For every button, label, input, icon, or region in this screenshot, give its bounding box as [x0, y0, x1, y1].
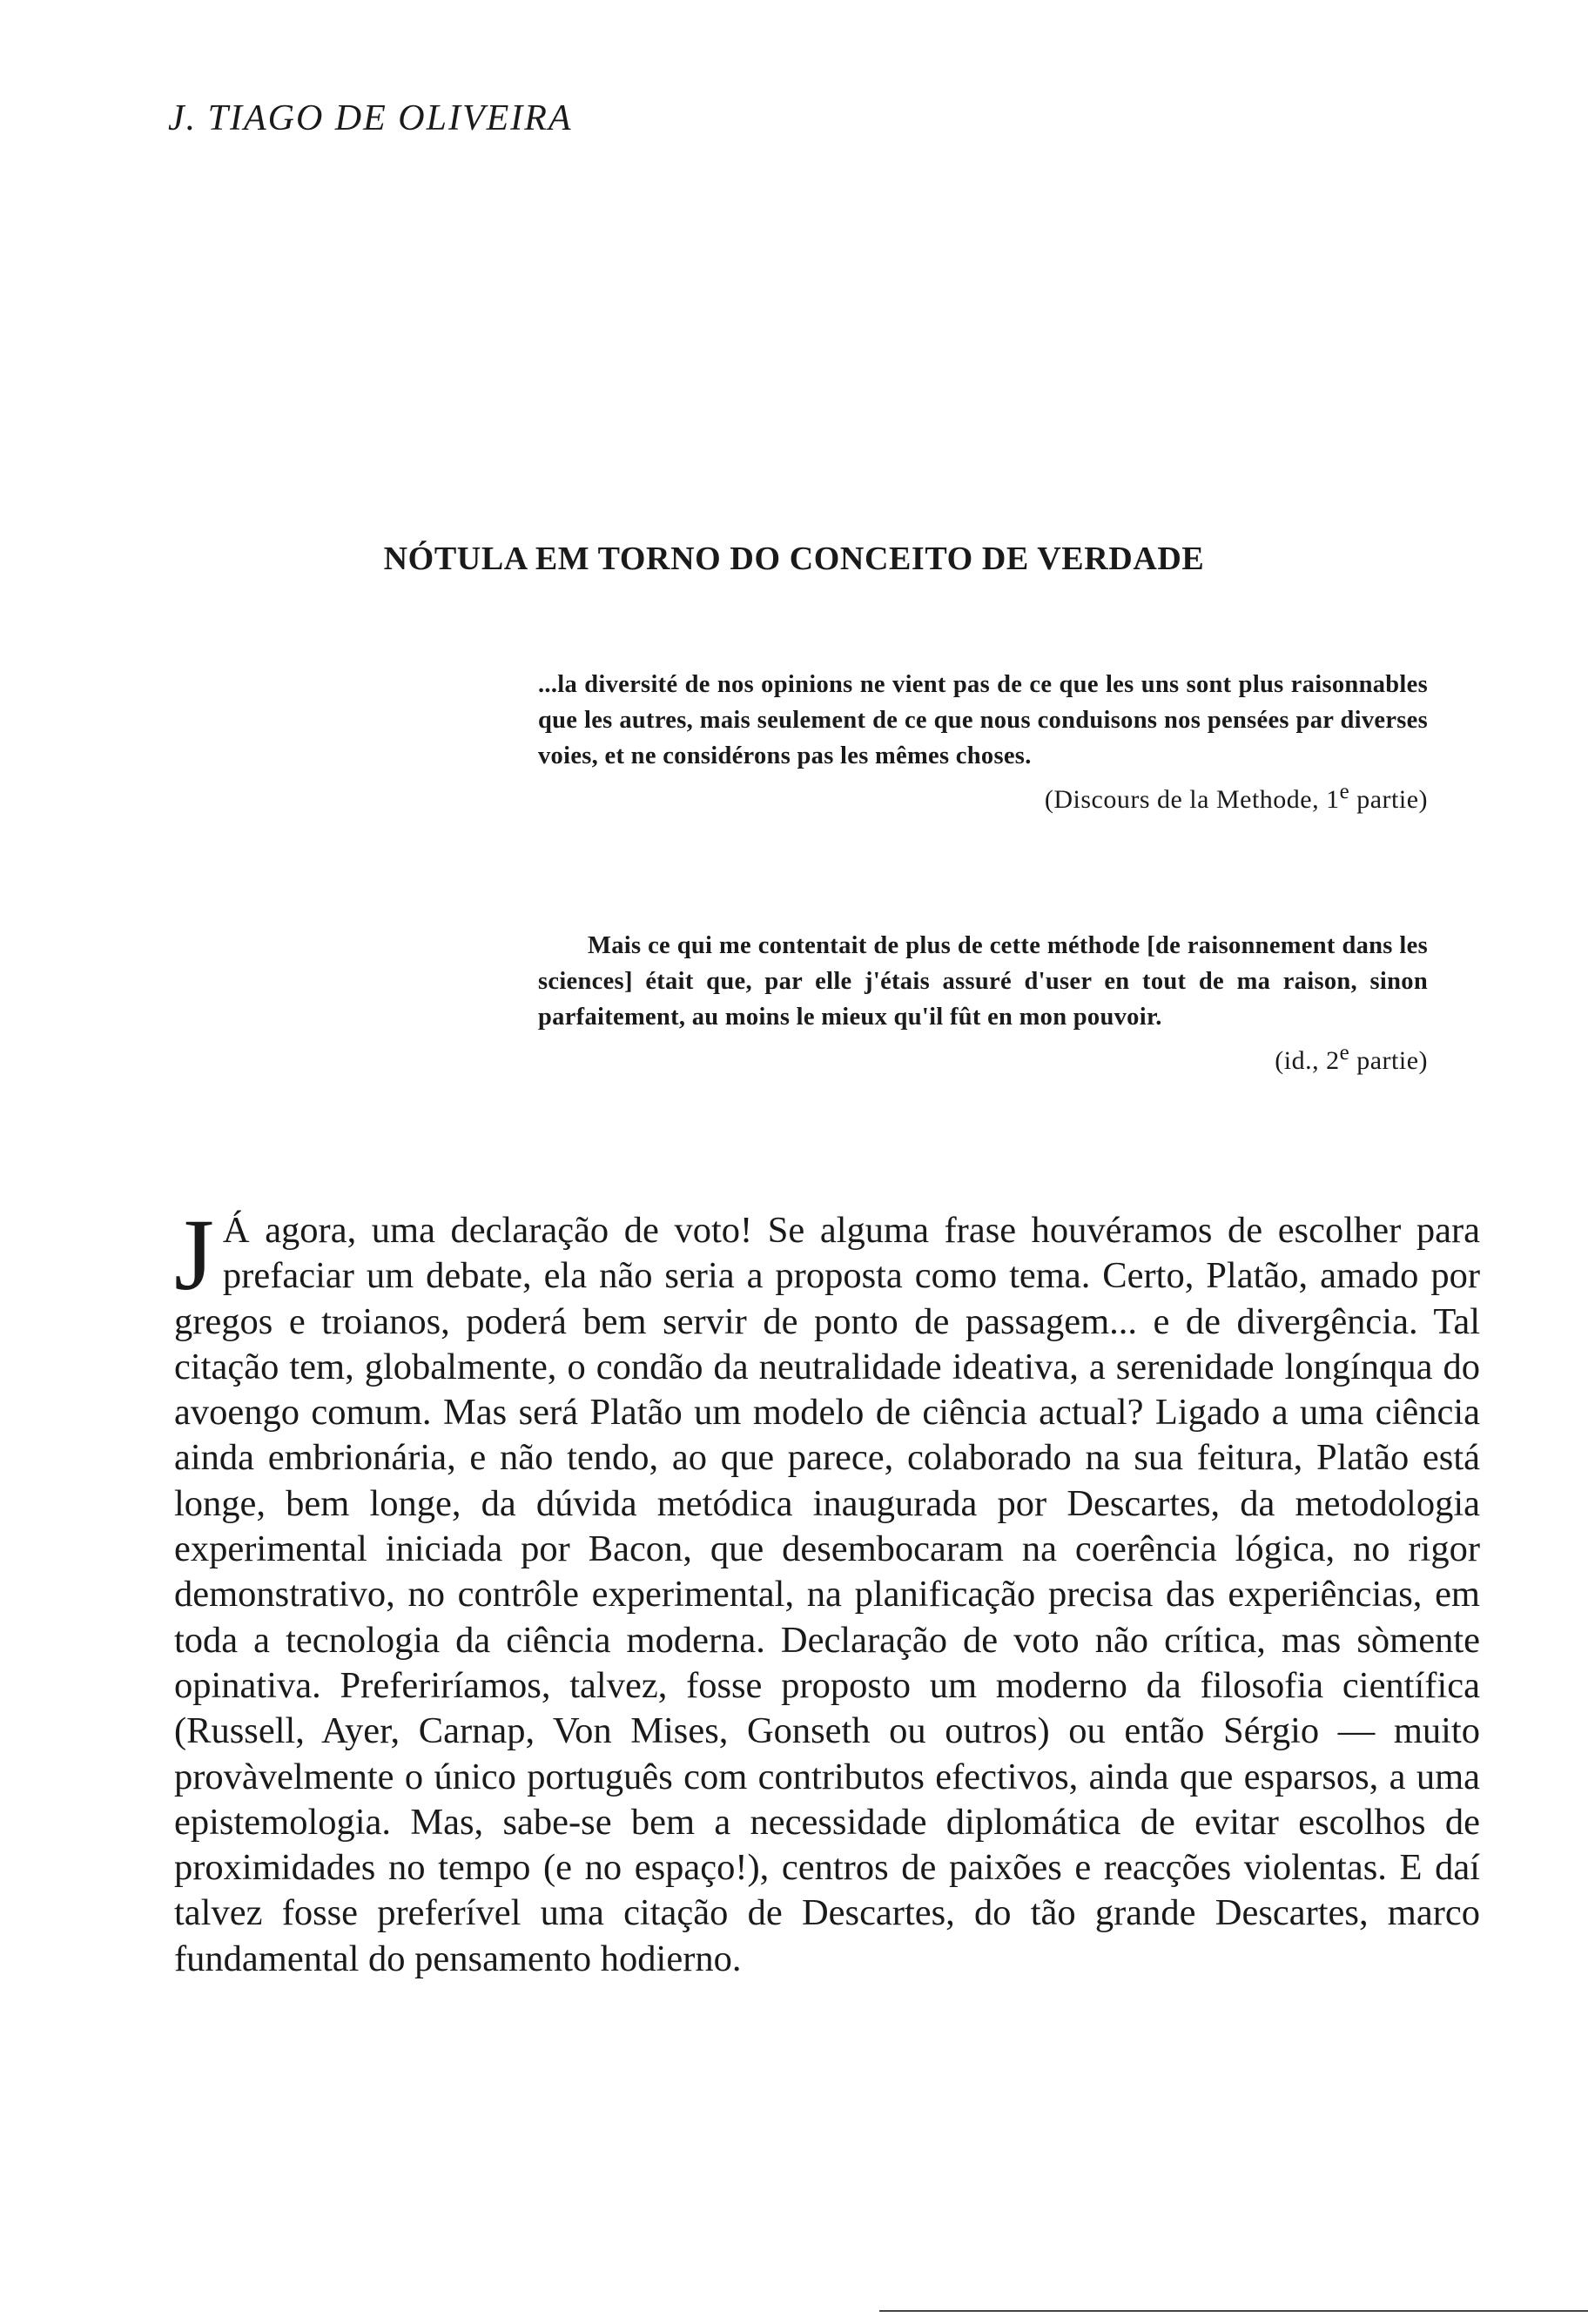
epigraph-2-source-text: (id., 2 [1275, 1046, 1340, 1075]
page-edge-rule [879, 2310, 1588, 2312]
epigraph-1-quote: ...la diversité de nos opinions ne vient pas de ce que les uns sont plus raisonnables que les autres, mais seulement de ce que nous conduisons nos pensées par diverses voies, et ne considérons pas les mêmes choses. [538, 671, 1428, 769]
epigraph-2-source [538, 1035, 1428, 1078]
body-paragraph [174, 1198, 1480, 1982]
epigraph-1-source-text: (Discours de la Methode, 1 [1044, 785, 1340, 814]
epigraph-1-source-tail: partie) [1349, 785, 1428, 814]
epigraph-2 [538, 928, 1428, 1078]
epigraph-1-source-superscript: e [1339, 780, 1350, 803]
body-paragraph-block [174, 1198, 1480, 1982]
epigraph-2-quote: Mais ce qui me contentait de plus de cette méthode [de raisonnement dans les sciences] était que, par elle j'étais assuré d'user en tout de ma raison, sinon parfaitement, au moins le mieux qu'il fût en mon pouvoir. [538, 932, 1428, 1031]
running-header-author: J. TIAGO DE OLIVEIRA [168, 98, 573, 138]
epigraph-1 [538, 667, 1428, 817]
article-title: NÓTULA EM TORNO DO CONCEITO DE VERDADE [383, 541, 1205, 577]
epigraph-1-source [538, 774, 1428, 817]
drop-cap-letter: J [174, 1198, 214, 1312]
epigraph-2-source-superscript: e [1339, 1041, 1350, 1065]
body-paragraph-text: Á agora, uma declaração de voto! Se alguma frase houvéramos de escolher para prefaciar um debate, ela não seria a proposta como tema. Certo, Platão, amado por gregos e troianos, poderá bem servir de ponto de passagem... e de divergência. Tal citação tem, globalmente, o condão da neutralidade ideativa, a serenidade longínqua do avoengo comum. Mas será Platão um modelo de ciência actual? Ligado a uma ciência ainda embrionária, e não tendo, ao que parece, colaborado na sua feitura, Platão está longe, bem longe, da dúvida metódica inaugurada por Descartes, da metodologia experimental iniciada por Bacon, que desembocaram na coerência lógica, no rigor demonstrativo, no contrôle experimental, na planificação precisa das experiências, em toda a tecnologia da ciência moderna. Declaração de voto não crítica, mas sòmente opinativa. Preferiríamos, talvez, fosse proposto um moderno da filosofia científica (Russell, Ayer, Carnap, Von Mises, Gonseth ou outros) ou então Sérgio — muito provàvelmente o único português com contributos efectivos, ainda que esparsos, a uma epistemologia. Mas, sabe-se bem a necessidade diplomática de evitar escolhos de proximidades no tempo (e no espaço!), centros de paixões e reacções violentas. E daí talvez fosse preferível uma citação de Descartes, do tão grande Descartes, marco fundamental do pensamento hodierno. [174, 1210, 1480, 1979]
epigraph-2-source-tail: partie) [1349, 1046, 1428, 1075]
